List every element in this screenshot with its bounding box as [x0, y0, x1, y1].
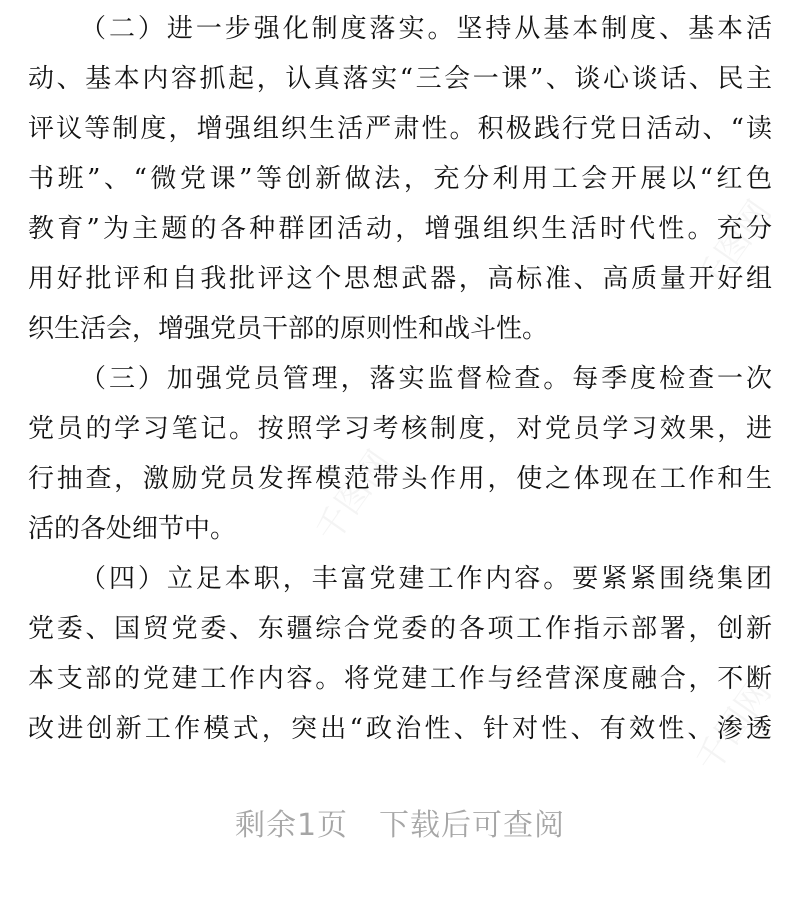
document-body: [28, 4, 772, 754]
paragraph-4: [28, 554, 772, 754]
paragraph-2: [28, 4, 772, 354]
text-line: （三）加强党员管理，落实监督检查。每季度检查一次: [80, 364, 772, 394]
text-line: （二）进一步强化制度落实。坚持从基本制度、基本活: [80, 14, 772, 44]
text-line: 评议等制度，增强组织生活严肃性。积极践行党日活动、“读: [28, 114, 772, 144]
remaining-pages-notice[interactable]: 剩余1页 下载后可查阅: [234, 808, 566, 843]
text-line: 活的各处细节中。: [28, 514, 237, 544]
watermark: 千图网: [308, 443, 400, 550]
text-line: 动、基本内容抓起，认真落实“三会一课”、谈心谈话、民主: [28, 64, 772, 94]
text-line: 书班”、“微党课”等创新做法，充分利用工会开展以“红色: [28, 164, 772, 194]
text-line: 行抽查，激励党员发挥模范带头作用，使之体现在工作和生: [28, 464, 772, 494]
text-line: 教育”为主题的各种群团活动，增强组织生活时代性。充分: [28, 214, 772, 244]
text-line: 本支部的党建工作内容。将党建工作与经营深度融合，不断: [28, 664, 772, 694]
text-line: 党委、国贸党委、东疆综合党委的各项工作指示部署，创新: [28, 614, 772, 644]
watermark: 千图网: [688, 193, 780, 300]
text-line: 织生活会，增强党员干部的原则性和战斗性。: [28, 314, 549, 344]
text-line: 党员的学习笔记。按照学习考核制度，对党员学习效果，进: [28, 414, 772, 444]
text-line: 改进创新工作模式，突出“政治性、针对性、有效性、渗透: [28, 714, 772, 744]
watermark: 千图网: [688, 673, 780, 780]
text-line: （四）立足本职，丰富党建工作内容。要紧紧围绕集团: [80, 564, 772, 594]
text-line: 用好批评和自我批评这个思想武器，高标准、高质量开好组: [28, 264, 772, 294]
paragraph-3: [28, 354, 772, 554]
